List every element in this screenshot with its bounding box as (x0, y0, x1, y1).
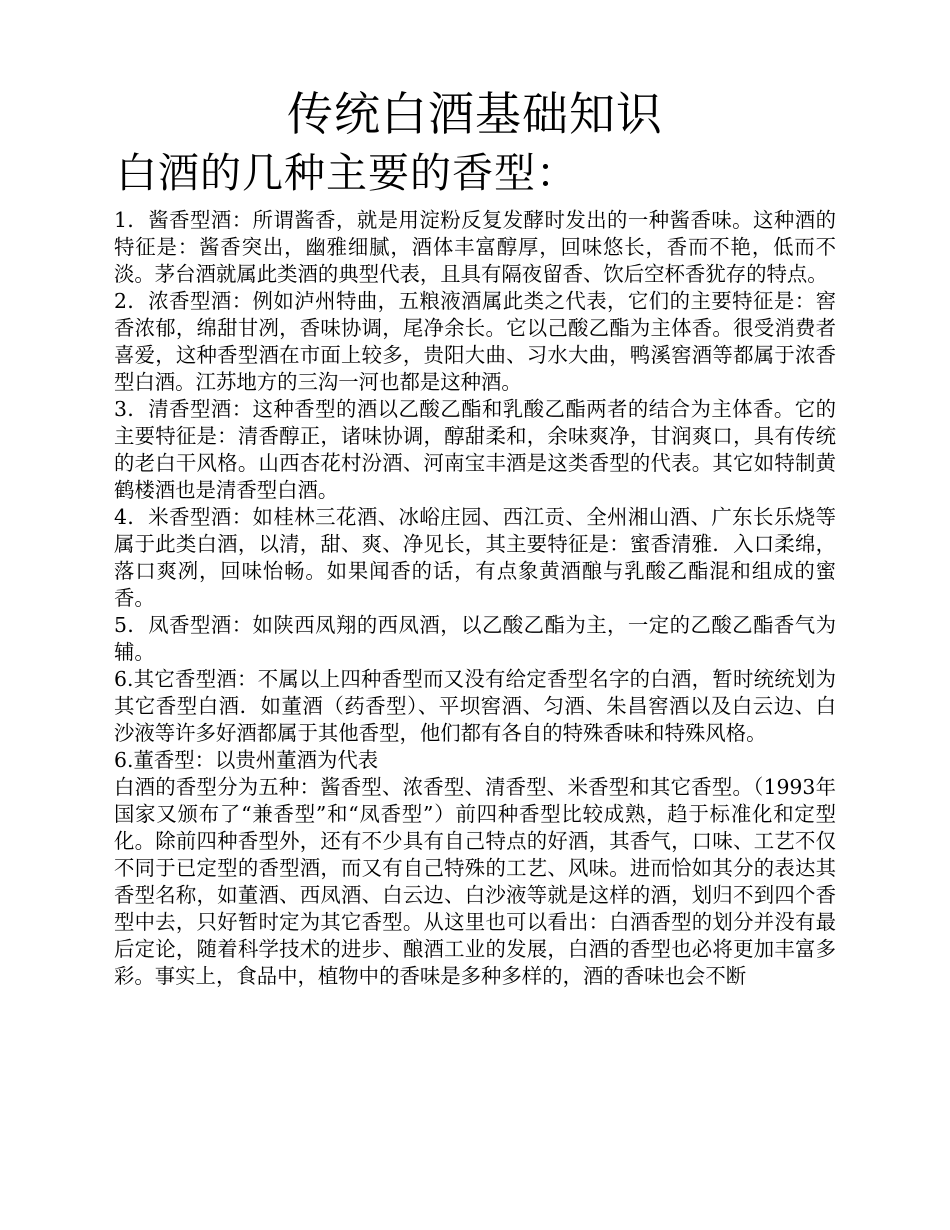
document-subtitle: 白酒的几种主要的香型： (116, 149, 578, 197)
paragraph-summary: 白酒的香型分为五种：酱香型、浓香型、清香型、米香型和其它香型。（1993年国家又颁布了“兼香型”和“凤香型”）前四种香型比较成熟，趋于标准化和定型化。除前四种香型外，还有不少具有自己特点的好酒，其香气，口味、工艺不仅不同于已定型的香型酒，而又有自己特殊的工艺、风味。进而恰如其分的表达其香型名称，如董酒、西凤酒、白云边、白沙液等就是这样的酒，划归不到四个香型中去，只好暂时定为其它香型。从这里也可以看出：白酒香型的划分并没有最后定论，随着科学技术的进步、酿酒工业的发展，白酒的香型也必将更加丰富多彩。事实上，食品中，植物中的香味是多种多样的，酒的香味也会不断 (114, 775, 836, 988)
paragraph-jiangxiang: 1．酱香型酒：所谓酱香，就是用淀粉反复发酵时发出的一种酱香味。这种酒的特征是：酱香突出，幽雅细腻，酒体丰富醇厚，回味悠长，香而不艳，低而不淡。茅台酒就属此类酒的典型代表，且具有隔夜留香、饮后空杯香犹存的特点。 (114, 208, 836, 286)
paragraph-mixiang: 4．米香型酒：如桂林三花酒、冰峪庄园、西江贡、全州湘山酒、广东长乐烧等属于此类白酒，以清，甜、爽、净见长，其主要特征是：蜜香清雅．入口柔绵，落口爽冽，回味怡畅。如果闻香的话，有点象黄酒酿与乳酸乙酯混和组成的蜜香。 (114, 505, 836, 610)
paragraph-qingxiang: 3．清香型酒：这种香型的酒以乙酸乙酯和乳酸乙酯两者的结合为主体香。它的主要特征是：清香醇正，诸味协调，醇甜柔和，余味爽净，甘润爽口，具有传统的老白干风格。山西杏花村汾酒、河南宝丰酒是这类香型的代表。其它如特制黄鹤楼酒也是清香型白酒。 (114, 397, 836, 502)
document-title: 传统白酒基础知识 (287, 87, 663, 141)
paragraph-nongxiang: 2．浓香型酒：例如泸州特曲，五粮液酒属此类之代表，它们的主要特征是：窖香浓郁，绵甜甘冽，香味协调，尾净余长。它以己酸乙酯为主体香。很受消费者喜爱，这种香型酒在市面上较多，贵阳大曲、习水大曲，鸭溪窖酒等都属于浓香型白酒。江苏地方的三沟一河也都是这种酒。 (114, 289, 836, 394)
document-body (114, 207, 836, 990)
paragraph-other: 6.其它香型酒：不属以上四种香型而又没有给定香型名字的白酒，暂时统统划为其它香型白酒．如董酒（药香型）、平坝窖酒、匀酒、朱昌窖酒以及白云边、白沙液等许多好酒都属于其他香型，他们都有各自的特殊香味和特殊风格。 (114, 667, 836, 745)
paragraph-dongxiang: 6.董香型：以贵州董酒为代表 (114, 748, 379, 772)
paragraph-fengxiang: 5．凤香型酒：如陕西凤翔的西凤酒，以乙酸乙酯为主，一定的乙酸乙酯香气为辅。 (114, 613, 836, 664)
